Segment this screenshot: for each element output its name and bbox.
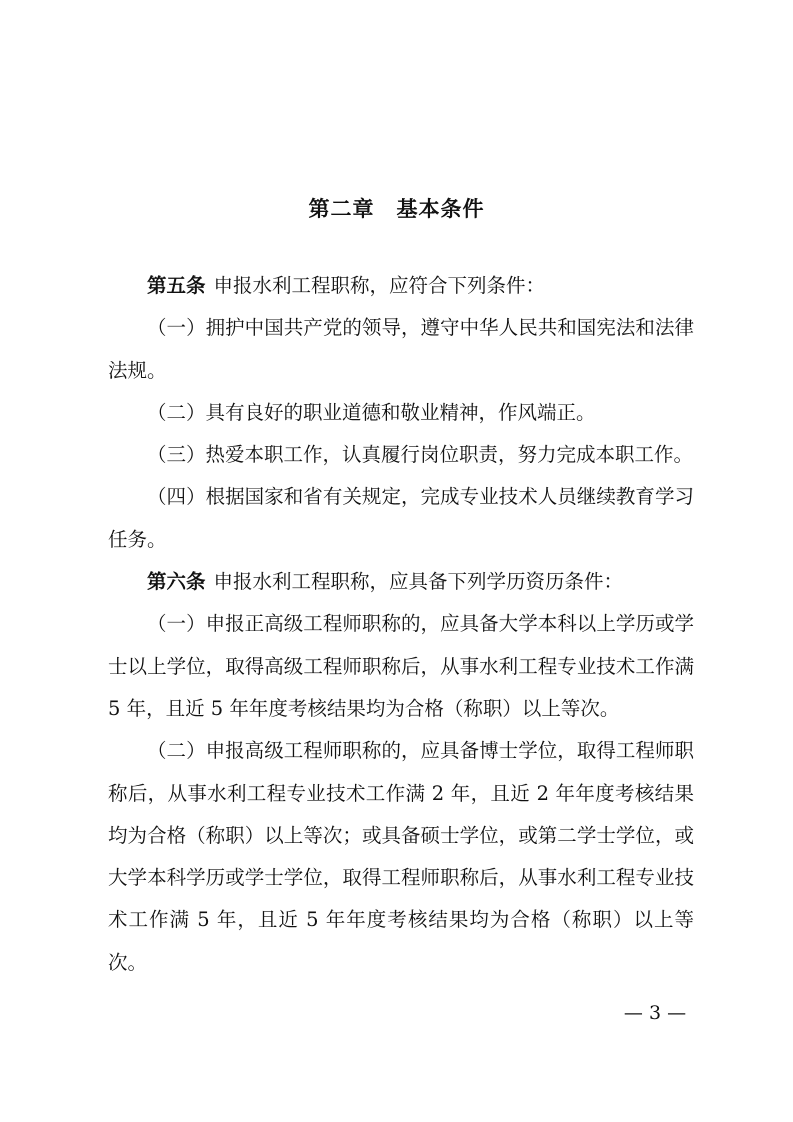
article-five-intro: [108, 265, 694, 307]
article-six-item-1: （一）申报正高级工程师职称的，应具备大学本科以上学历或学士以上学位，取得高级工程师职称后，从事水利工程专业技术工作满 5 年，且近 5 年年度考核结果均为合格（称职）以上等次。: [108, 612, 694, 720]
article-five-item-1: （一）拥护中国共产党的领导，遵守中华人民共和国宪法和法律法规。: [108, 316, 694, 382]
article-six-intro: [108, 561, 694, 603]
article-five-label: 第五条: [147, 274, 206, 297]
article-five-item-3: （三）热爱本职工作，认真履行岗位职责，努力完成本职工作。: [147, 443, 694, 467]
article-six-label: 第六条: [147, 570, 206, 594]
document-body: [108, 265, 694, 984]
page-number: — 3 —: [623, 1002, 687, 1024]
article-five-text: 申报水利工程职称，应符合下列条件：: [213, 274, 546, 297]
article-six-item-2: （二）申报高级工程师职称的，应具备博士学位，取得工程师职称后，从事水利工程专业技术工作满 2 年，且近 2 年年度考核结果均为合格（称职）以上等次；或具备硕士学位，或第二学士学位，或大学本科学历或学士学位，取得工程师职称后，从事水利工程专业技术工作满 5 年，且近 5 年年度考核结果均为合格（称职）以上等次。: [108, 739, 694, 974]
article-five-item-4: （四）根据国家和省有关规定，完成专业技术人员继续教育学习任务。: [108, 485, 694, 551]
article-five-item-2: （二）具有良好的职业道德和敬业精神，作风端正。: [147, 400, 596, 424]
chapter-title: 第二章 基本条件: [308, 197, 485, 221]
article-six-text: 申报水利工程职称，应具备下列学历资历条件：: [213, 570, 624, 594]
